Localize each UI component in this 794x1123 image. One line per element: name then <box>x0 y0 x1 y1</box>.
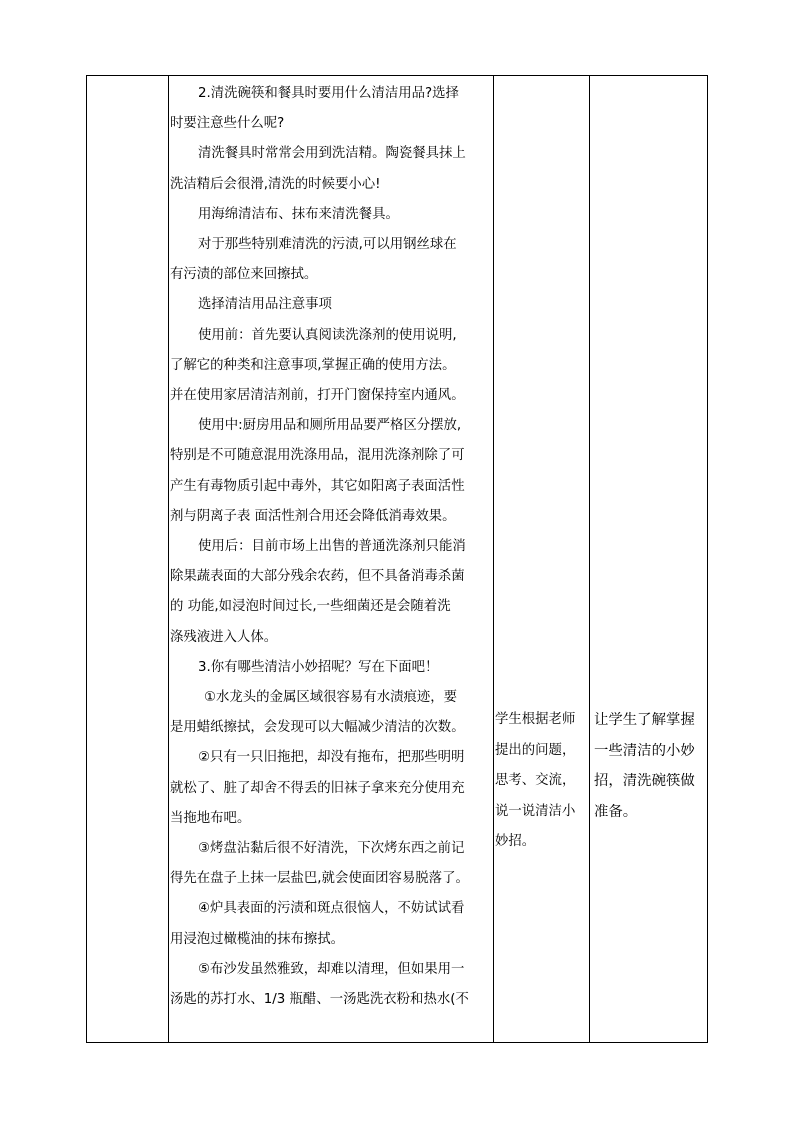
paragraph-line: 对于那些特别难清洗的污渍,可以用钢丝球在 <box>198 237 457 253</box>
tip-2-line-3: 当拖地布吧。 <box>170 810 251 826</box>
tip-5-line-2: 汤匙的苏打水、1/3 瓶醋、一汤匙洗衣粉和热水(不 <box>170 992 469 1008</box>
paragraph-line: 产生有毒物质引起中毒外，其它如阳离子表面活性 <box>170 478 465 494</box>
paragraph-line: 使用后：目前市场上出售的普通洗涤剂只能消 <box>198 539 466 555</box>
tip-2-line-1: ②只有一只旧拖把，却没有拖布，把那些明明 <box>198 750 465 766</box>
tip-1-line-1: ①水龙头的金属区域很容易有水渍痕迹，要 <box>204 690 458 706</box>
section-heading: 选择清洁用品注意事项 <box>198 297 332 313</box>
teacher-activity-cell <box>170 79 492 1015</box>
paragraph-line: 除果蔬表面的大部分残余农药，但不具备消毒杀菌 <box>170 569 465 585</box>
student-line: 学生根据老师 <box>495 712 576 727</box>
student-line: 提出的问题， <box>495 742 576 758</box>
paragraph-line: 的 功能,如浸泡时间过长,一些细菌还是会随着洗 <box>170 599 451 615</box>
tip-4-line-1: ④炉具表面的污渍和斑点很恼人，不妨试试看 <box>198 901 465 917</box>
intent-line: 准备。 <box>594 803 638 820</box>
student-line: 思考、交流， <box>495 773 576 788</box>
paragraph-line: 特别是不可随意混用洗涤用品，混用洗涤剂除了可 <box>170 448 465 464</box>
intent-line: 招，清洗碗筷做 <box>594 773 695 789</box>
question-3-line: 3.你有哪些清洁小妙招呢？写在下面吧！ <box>198 659 439 675</box>
paragraph-line: 有污渍的部位来回擦拭。 <box>170 267 318 283</box>
paragraph-line: 使用前：首先要认真阅读洗涤剂的使用说明, <box>198 327 457 343</box>
intent-line: 一些清洁的小妙 <box>594 742 695 759</box>
paragraph-line: 涤残液进入人体。 <box>170 629 278 645</box>
paragraph-line: 用海绵清洁布、抹布来清洗餐具。 <box>198 206 399 222</box>
lesson-table <box>86 75 708 1043</box>
tip-5-line-1: ⑤布沙发虽然雅致，却难以清理，但如果用一 <box>198 961 465 977</box>
question-2-line-2: 时要注意些什么呢? <box>170 116 285 132</box>
paragraph-line: 剂与阴离子表 面活性剂合用还会降低消毒效果。 <box>170 508 456 524</box>
tip-3-line-2: 得先在盘子上抹一层盐巴,就会使面团容易脱落了。 <box>170 871 469 887</box>
tip-4-line-2: 用浸泡过橄榄油的抹布擦拭。 <box>170 931 345 947</box>
student-line: 妙招。 <box>495 834 536 849</box>
paragraph-line: 洗洁精后会很滑,清洗的时候要小心! <box>170 176 381 192</box>
intent-line: 让学生了解掌握 <box>594 712 695 728</box>
paragraph-line: 了解它的种类和注意事项,掌握正确的使用方法。 <box>170 357 456 373</box>
column-divider-1 <box>168 76 169 1042</box>
paragraph-line: 使用中:厨房用品和厕所用品要严格区分摆放, <box>198 418 462 434</box>
student-line: 说一说清洁小 <box>495 803 576 819</box>
question-2-line-1: 2.清洗碗筷和餐具时要用什么清洁用品?选择 <box>198 86 459 101</box>
student-activity-cell <box>495 705 587 858</box>
design-intent-cell <box>594 705 702 827</box>
paragraph-line: 并在使用家居清洁剂前，打开门窗保持室内通风。 <box>170 388 465 404</box>
tip-1-line-2: 是用蜡纸擦拭，会发现可以大幅减少清洁的次数。 <box>170 720 465 736</box>
paragraph-line: 清洗餐具时常常会用到洗洁精。陶瓷餐具抹上 <box>198 146 466 162</box>
column-divider-3 <box>589 76 590 1042</box>
column-divider-2 <box>493 76 494 1042</box>
tip-3-line-1: ③烤盘沾黏后很不好清洗，下次烤东西之前记 <box>198 841 465 857</box>
tip-2-line-2: 就松了、脏了却舍不得丢的旧袜子拿来充分使用充 <box>170 780 465 796</box>
